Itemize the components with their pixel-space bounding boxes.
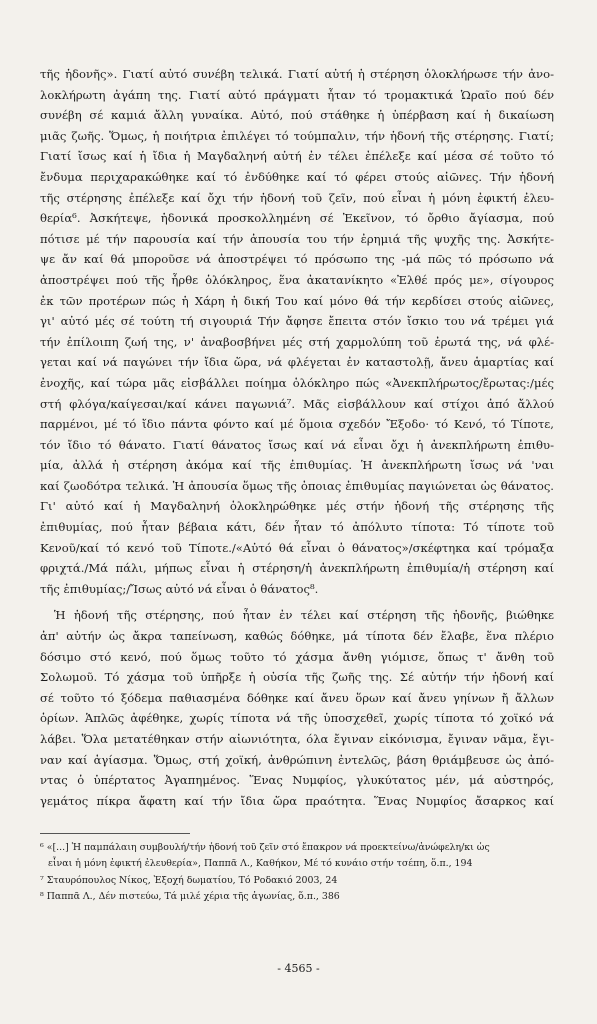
text-line: τόν ἴδιο τό θάνατο. Γιατί θάνατος ἴσως καί νά εἶναι ὄχι ἡ ἀνεκπλήρωτη ἐπιθυ- [40,437,554,452]
text-line: Κενοῦ/καί τό κενό τοῦ Τίποτε./«Αὐτό θά εἶναι ὁ θάνατος»/σκέφτηκα καί τρόμαξα [40,540,554,555]
text-line: μιᾶς ζωῆς. Ὅμως, ἡ ποιήτρια ἐπιλέγει τό τούμπαλιν, τήν ἡδονή τῆς στέρησης. Γιατί; [40,128,554,143]
text-line: τῆς στέρησης ἐπέλεξε καί ὄχι τήν ἡδονή τοῦ ζεῖν, πού εἶναι ἡ μόνη ἐφικτή ἐλευ- [40,190,554,205]
text-line: παρμένοι, μέ τό ἴδιο πάντα φόντο καί μέ ὅμοια σχεδόν Ἔξοδο· τό Κενό, τό Τίποτε, [40,417,554,432]
text-line: λάβει. Ὅλα μετατέθηκαν στήν αἰωνιότητα, όλα ἔγιναν εἰκόνισμα, ἔγιναν νᾶμα, ἔγι- [40,732,554,746]
footnotes [40,840,554,906]
text-line: ντας ὁ ὑπέρτατος Ἀγαπημένος. Ἕνας Νυμφίος, γλυκύτατος μέν, μά αὐστηρός, [40,773,554,788]
footnote-line: εἶναι ἡ μόνη ἐφικτή ἐλευθερία», Παππᾶ Λ., Καθήκον, Μέ τό κυνάιο στήν τσέπη, ὅ.π., 194 [48,858,473,870]
text-line: τήν ἐπίλοιπη ζωή της, ν' ἀναβοσβήνει μές στή χαρμολύπη τοῦ ἐρωτά της, νά φλέ- [40,334,554,349]
text-line: Γιατί ἴσως καί ἡ ἴδια ἡ Μαγδαληνή αὐτή ἐν τέλει ἐπέλεξε καί μέσα σέ τοῦτο τό [40,149,554,164]
text-line: μία, ἀλλά ἡ στέρηση ἀκόμα καί τῆς ἐπιθυμίας. Ἡ ἀνεκπλήρωτη ἴσως νά 'ναι [40,458,554,473]
text-line: φριχτά./Μά πάλι, μήπως εἶναι ἡ στέρηση/ἡ ἀνεκπλήρωτη ἐπιθυμία/ἡ στέρηση καί [40,561,554,576]
text-line: λοκλήρωτη ἀγάπη της. Γιατί αὐτό πράγματι ἦταν τό τρομακτικά Ὡραῖο πού δέν [40,87,554,102]
footnote-line: ⁷ Σταυρόπουλος Νίκος, Ἐξοχή δωματίου, Τό Ροδακιό 2003, 24 [40,874,338,886]
text-line: ἐνοχῆς, καί τώρα μᾶς εἰσβάλλει ποίημα ὁλόκληρο πώς «Ἀνεκπλήρωτος/ἔρωτας:/μές [40,375,554,390]
text-line: Ἡ ἡδονή τῆς στέρησης, πού ἦταν ἐν τέλει καί στέρηση τῆς ἡδονῆς, βιώθηκε [54,608,554,623]
main-text [40,64,554,811]
text-line: γι' αὐτό μές σέ τούτη τή σιγουριά Τήν ἄφησε ἔπειτα στόν ἴσκιο του νά τρέμει γιά [40,314,554,329]
text-line: θερία⁶. Ἀσκήτεψε, ἡδονικά προσκολλημένη σέ Ἐκεῖνον, τό ὄρθιο ἄγίασμα, πού [40,211,554,226]
footnote-divider [40,833,190,834]
text-line: Σολωμοῦ. Τό χάσμα τοῦ ὑπῆρξε ἡ οὐσία τῆς ζωῆς της. Σέ αὐτήν τήν ἡδονή καί [40,670,554,685]
text-line: τῆς ἡδονῆς». Γιατί αὐτό συνέβη τελικά. Γιατί αὐτή ἡ στέρηση ὁλοκλήρωσε τήν ἀνο- [40,67,554,81]
text-line: συνέβη σέ καμιά ἄλλη γυναίκα. Αὐτό, πού στάθηκε ἡ ὑπέρβαση καί ἡ δικαίωση [40,108,554,123]
text-line: γεται καί νά παγώνει τήν ἴδια ὥρα, νά φλέγεται ἐν καταστολῇ, ἄνευ ἁμαρτίας καί [40,355,554,370]
text-line: πότισε μέ τήν παρουσία καί τήν ἀπουσία του τήν ἐρημιά τῆς ψυχῆς της. Ἀσκήτε- [40,231,554,246]
text-line: σέ τοῦτο τό ξόδεμα παθιασμένα δόθηκε καί ἄνευ ὅρων καί ἄνευ γηίνων ἤ ἄλλων [40,690,554,705]
footnote-line: ⁶ «[...] Ἡ παμπάλαιη συμβουλή/τήν ἡδονή τοῦ ζεῖν στό ἔπακρον νά προεκτείνω/ἀνώφελη/κι ὡς [40,842,490,853]
text-line: δόσιμο στό κενό, πού ὅμως τοῦτο τό χάσμα ἄνθη γιόμισε, ὅπως τ' ἄνθη τοῦ [40,649,554,664]
text-line: γεμάτος πίκρα ἄφατη καί τήν ἴδια ὥρα πραότητα. Ἕνας Νυμφίος ἄσαρκος καί [40,793,554,808]
page-number: - 4565 - [277,962,320,975]
text-line: ψε ἄν καί θά μποροῦσε νά ἀποστρέψει τό πρόσωπο της -μά πῶς τό πρόσωπο νά [40,252,554,267]
text-line: στή φλόγα/καίγεσαι/καί κάνει παγωνιά⁷. Μᾶς εἰσβάλλουν καί στίχοι ἀπό ἄλλού [40,396,554,411]
text-line: ἔνδυμα περιχαρακώθηκε καί τό ἐνδύθηκε καί τό φέρει στούς αἰῶνες. Τήν ἡδονή [40,169,554,184]
text-line: ναν καί ἁγίασμα. Ὅμως, στή χοϊκή, ἀνθρώπινη ἐντελῶς, βάση θριάμβευσε ὡς ἀπό- [40,752,554,767]
text-line: ἀπ' αὐτήν ὡς ἄκρα ταπείνωση, καθώς δόθηκε, μά τίποτα δέν ἔλαβε, ἕνα πλέριο [40,629,554,644]
text-line: Γι' αὐτό καί ἡ Μαγδαληνή ὁλοκληρώθηκε μές στήν ἡδονή τῆς στέρησης τῆς [40,499,554,514]
footnote-line: ⁸ Παππᾶ Λ., Δέν πιστεύω, Τά μιλέ χέρια τῆς ἀγωνίας, ὅ.π., 386 [40,891,340,903]
text-line: ἐπιθυμίας, πού ἦταν βέβαια κάτι, δέν ἦταν τό ἀπόλυτο τίποτα: Τό τίποτε τοῦ [40,520,554,535]
text-line: ἐκ τῶν προτέρων πώς ἡ Χάρη ἡ δική Του καί μόνο θά τήν κερδίσει στούς αἰῶνες, [40,293,554,308]
text-line: καί ζωοδότρα τελικά. Ἡ ἀπουσία ὅμως τῆς ὁποιας ἐπιθυμίας παγιώνεται ὡς θάνατος. [40,478,554,493]
text-line: ἀποστρέψει πού τῆς ἦρθε ὁλόκληρος, ἕνα ἀκατανίκητο «Ἐλθέ πρός με», σίγουρος [40,272,554,287]
text-line: τῆς ἐπιθυμίας;/Ἴσως αὐτό νά εἶναι ὁ θάνατος⁸. [40,581,319,596]
text-line: ὁρίων. Ἁπλῶς ἀφέθηκε, χωρίς τίποτα νά τῆς ὑποσχεθεῖ, χωρίς τίποτα τό χοϊκό νά [40,711,554,726]
